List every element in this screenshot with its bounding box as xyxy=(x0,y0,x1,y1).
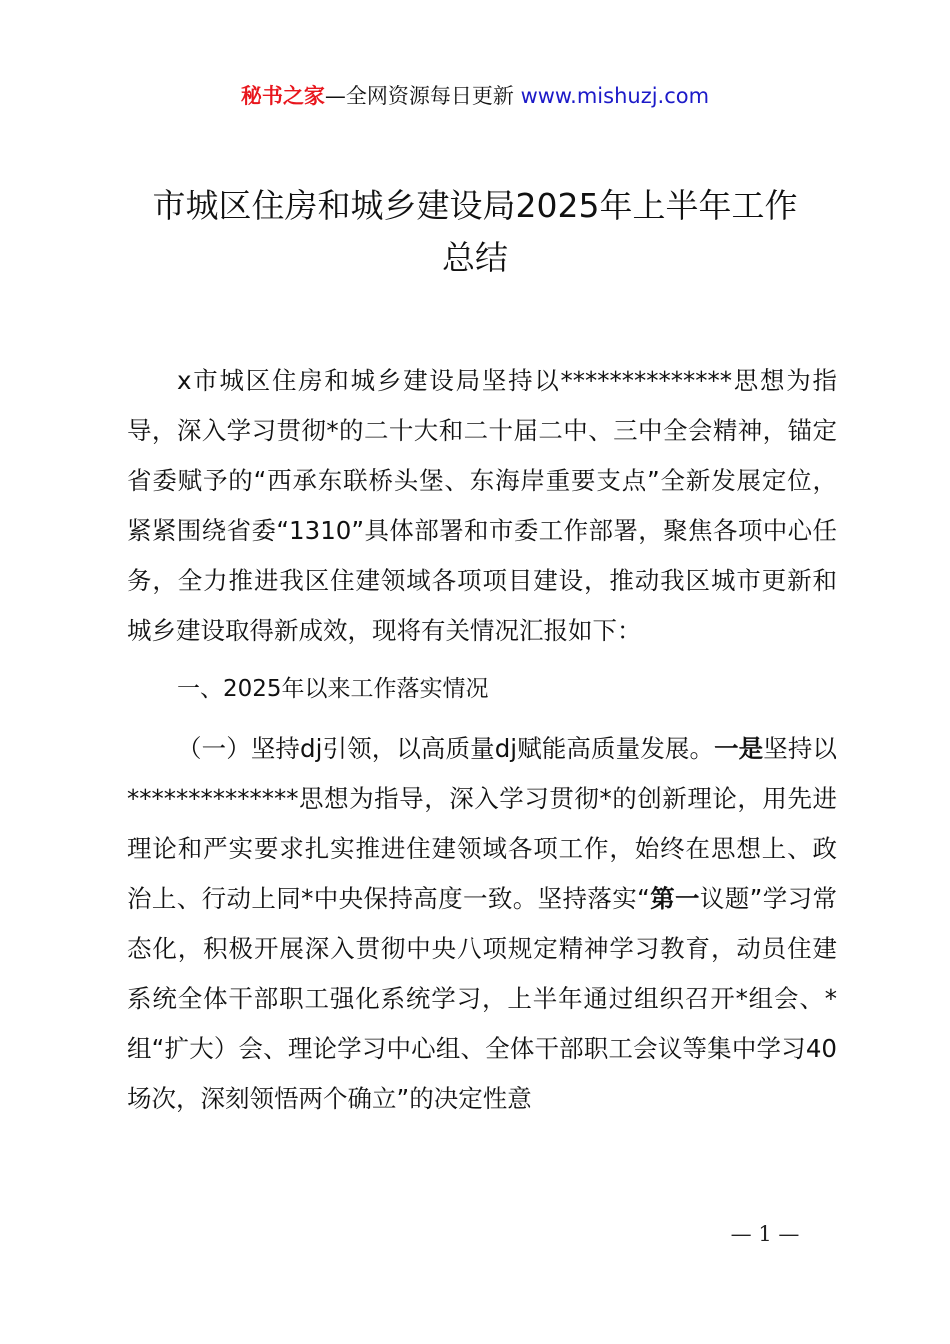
document-body xyxy=(127,356,837,1124)
paragraph-text: 坚持以**************思想为指导，深入学习贯彻*的创新理论，用先进理论和严实要求扎实推进住建领域各项工作，始终在思想上、政治上、行动上同*中央保持高度一致。坚持落实“ xyxy=(127,734,838,913)
brand-name: 秘书之家 xyxy=(240,84,325,108)
paragraph-lead: （一）坚持dj引领，以高质量dj赋能高质量发展。 xyxy=(177,734,715,763)
paragraph-text-continued: 议题”学习常态化，积极开展深入贯彻中央八项规定精神学习教育，动员住建系统全体干部职工强化系统学习，上半年通过组织召开*组会、*组“扩大）会、理论学习中心组、全体干部职工会议等集中学习40场次，深刻领悟两个确立”的决定性意 xyxy=(127,884,837,1113)
header-slogan: —全网资源每日更新 xyxy=(324,84,521,108)
section-heading: 一、2025年以来工作落实情况 xyxy=(177,676,489,702)
site-header xyxy=(0,80,950,112)
page-number: — 1 — xyxy=(730,1222,800,1246)
body-paragraph xyxy=(127,724,837,1124)
title-line-2: 总结 xyxy=(442,238,508,277)
document-title xyxy=(100,180,850,284)
bold-marker-first: 一是 xyxy=(714,734,764,763)
title-line-1: 市城区住房和城乡建设局2025年上半年工作 xyxy=(152,186,798,225)
site-url-link[interactable]: www.mishuzj.com xyxy=(520,84,710,108)
intro-paragraph: x市城区住房和城乡建设局坚持以**************思想为指导，深入学习贯彻*的二十大和二十届二中、三中全会精神，锚定省委赋予的“西承东联桥头堡、东海岸重要支点”全新发展定位，紧紧围绕省委“1310”具体部署和市委工作部署，聚焦各项中心任务，全力推进我区住建领域各项项目建设，推动我区城市更新和城乡建设取得新成效，现将有关情况汇报如下： xyxy=(127,366,837,645)
bold-marker-second: 第一 xyxy=(649,884,700,913)
